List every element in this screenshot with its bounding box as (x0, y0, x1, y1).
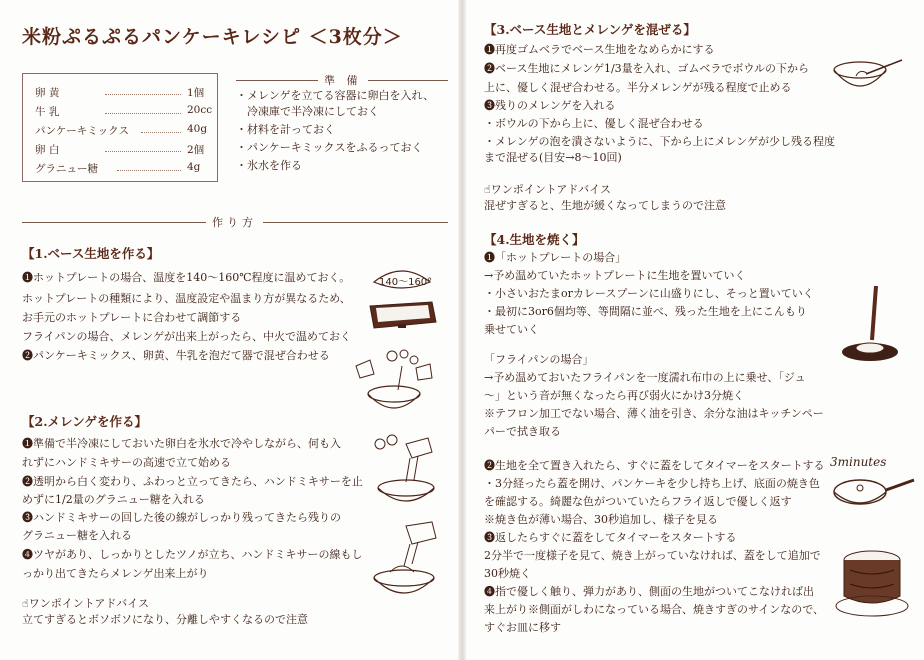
ingredient-row (35, 161, 207, 176)
step-line: ❷ベース生地にメレンゲ1/3量を入れ、ゴムベラでボウルの下から (484, 62, 809, 75)
advice-title-row (22, 596, 149, 611)
step-line: ❷パンケーキミックス、卵黄、牛乳を泡だて器で混ぜ合わせる (22, 349, 330, 362)
step-line: ❹指で優しく触り、弾力があり、側面の生地がついてこなければ出 (484, 585, 814, 598)
step-line: 2分半で一度様子を見て、焼き上がっていなければ、蓋をして追加で (484, 549, 821, 562)
method-header: 作り方 (206, 214, 263, 230)
plate-temp-label: 140～160° (379, 277, 433, 288)
frying-pan-illustration (826, 448, 922, 520)
prep-line: ・氷水を作る (236, 159, 302, 172)
prep-line: ・メレンゲを立てる容器に卵白を入れ、 (236, 89, 435, 102)
prep-line: ・材料を計っておく (236, 123, 335, 136)
leader-dots (105, 151, 181, 152)
pancake-illustration (830, 540, 912, 626)
advice-title: ワンポイントアドバイス (490, 183, 612, 196)
step-line: 上に、優しく混ぜ合わせる。半分メレンゲが残る程度で止める (484, 81, 792, 94)
page-title: 米粉ぷるぷるパンケーキレシピ ＜3枚分＞ (22, 26, 403, 48)
ingredient-name: 牛 乳 (35, 106, 60, 118)
step-line: を確認する。綺麗な色がついていたらフライ返しで優しく返す (484, 495, 792, 508)
step-line: めずに1/2量のグラニュー糖を入れる (22, 493, 205, 506)
step-line: お手元のホットプレートに合わせて調節する (22, 311, 242, 324)
ingredients-box (22, 73, 218, 182)
step-line: まで混ぜる(目安→8～10回) (484, 151, 622, 164)
section-3-title: 【3.ベース生地とメレンゲを混ぜる】 (484, 22, 696, 37)
step-line: ※焼き色が薄い場合、30秒追加し、様子を見る (484, 513, 718, 526)
advice-text: 立てすぎるとボソボソになり、分離しやすくなるので注意 (22, 613, 308, 626)
pointing-hand-icon: ☝ (22, 597, 29, 610)
ingredient-row (35, 85, 207, 100)
ingredient-qty: 1個 (187, 87, 205, 99)
step-line: 30秒焼く (484, 567, 531, 580)
ingredient-qty: 4g (187, 161, 201, 173)
ingredient-name: 卵 白 (35, 144, 60, 156)
leader-dots (105, 113, 181, 114)
step-line: ・3分経ったら蓋を開け、パンケーキを少し持ち上げ、底面の焼き色 (484, 477, 820, 490)
advice-title: ワンポイントアドバイス (28, 597, 150, 610)
section-4-title: 【4.生地を焼く】 (484, 232, 585, 247)
step-line: →予め温めていたホットプレートに生地を置いていく (484, 269, 746, 282)
hot-plate-illustration (362, 262, 442, 342)
step-line: パーで拭き取る (484, 425, 561, 438)
ingredient-row (35, 142, 207, 157)
step-line: っかり出てきたらメレンゲ出来上がり (22, 567, 209, 580)
ladle-illustration (836, 284, 906, 368)
step-line: ❸返したらすぐに蓋をしてタイマーをスタートする (484, 531, 737, 544)
timer-label: 3minutes (830, 455, 887, 469)
step-line: ❶再度ゴムベラでベース生地をなめらかにする (484, 43, 715, 56)
step-line: 乗せていく (484, 323, 539, 336)
step-line: ❷生地を全て置き入れたら、すぐに蓋をしてタイマーをスタートする (484, 459, 825, 472)
ingredient-qty: 20cc (187, 104, 213, 116)
leader-dots (141, 132, 181, 133)
ingredient-name: 卵 黄 (35, 87, 60, 99)
step-line: れずにハンドミキサーの高速で立て始める (22, 456, 231, 469)
step-line: ❶「ホットプレートの場合」 (484, 251, 627, 264)
step-line: ホットプレートの種類により、温度設定や温まり方が異なるため、 (22, 292, 351, 305)
advice-text: 混ぜすぎると、生地が緩くなってしまうので注意 (484, 199, 726, 212)
prep-line: ・パンケーキミックスをふるっておく (236, 141, 423, 154)
step-line: ❹ツヤがあり、しっかりとしたツノが立ち、ハンドミキサーの線もし (22, 548, 363, 561)
leader-dots (117, 170, 181, 171)
step-line: ❷透明から白く変わり、ふわっと立ってきたら、ハンドミキサーを止 (22, 475, 363, 488)
step-line: ❶準備で半冷凍にしておいた卵白を氷水で冷やしながら、何も入 (22, 437, 341, 450)
ingredient-qty: 2個 (187, 144, 205, 156)
ingredient-name: グラニュー糖 (35, 163, 98, 175)
step-line: ※テフロン加工でない場合、薄く油を引き、余分な油はキッチンペー (484, 407, 824, 420)
section-2-title: 【2.メレンゲを作る】 (22, 414, 147, 429)
step-line: ～」という音が無くなったら再び弱火にかけ3分焼く (484, 389, 744, 402)
spatula-bowl-illustration (826, 40, 910, 104)
step-line: フライパンの場合、メレンゲが出来上がったら、中火で温めておく (22, 330, 351, 343)
prep-header: 準 備 (318, 72, 368, 88)
step-line: 「フライパンの場合」 (484, 353, 594, 366)
step-line: ・メレンゲの泡を潰さないように、下から上にメレンゲが少し残る程度 (484, 135, 836, 148)
ingredient-row (35, 123, 207, 138)
advice-title-row (484, 182, 611, 197)
leader-dots (105, 94, 181, 95)
step-line: ❸ハンドミキサーの回した後の線がしっかり残ってきたら残りの (22, 511, 341, 524)
prep-line: 冷凍庫で半冷凍にしておく (236, 105, 379, 118)
step-line: ・最初に3or6個均等、等間隔に並べ、残った生地を上にこんもり (484, 305, 807, 318)
section-1-title: 【1.ベース生地を作る】 (22, 246, 160, 261)
hand-mixer-illustration (366, 520, 442, 604)
step-line: 来上がり※側面がしわになっている場合、焼きすぎのサインなので、 (484, 603, 825, 616)
mixing-bowl-illustration (346, 344, 436, 414)
step-line: グラニュー糖を入れる (22, 529, 132, 542)
right-page (464, 0, 924, 660)
left-page (0, 0, 460, 660)
step-line: ❸残りのメレンゲを入れる (484, 99, 616, 112)
step-line: →予め温めておいたフライパンを一度濡れ布巾の上に乗せ、「ジュ (484, 371, 806, 384)
ingredient-name: パンケーキミックス (35, 125, 129, 137)
step-line: ・ボウルの下から上に、優しく混ぜ合わせる (484, 117, 704, 130)
step-line: ・小さいおたまorカレースプーンに山盛りにし、そっと置いていく (484, 287, 814, 300)
step-line: すぐお皿に移す (484, 621, 561, 634)
ingredient-qty: 40g (187, 123, 208, 135)
step-line: ❶ホットプレートの場合、温度を140～160℃程度に温めておく。 (22, 271, 351, 284)
pointing-hand-icon: ☝ (484, 183, 491, 196)
hand-mixer-illustration (370, 430, 440, 510)
ingredient-row (35, 104, 213, 119)
